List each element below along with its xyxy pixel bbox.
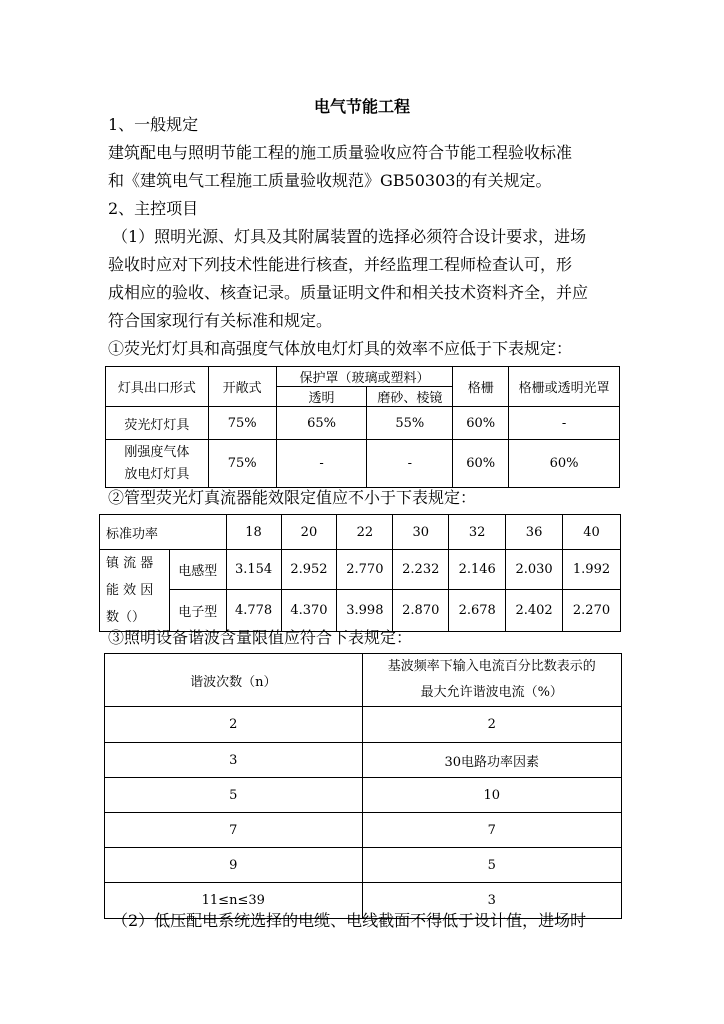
table-row	[105, 778, 622, 813]
cell-text: 能 效 因	[106, 583, 154, 598]
table-cell: 3	[362, 883, 621, 919]
table-cell: 60%	[453, 440, 509, 488]
section-heading-main: 2、主控项目	[108, 199, 199, 218]
table-cell: 2.146	[449, 550, 506, 590]
table-cell: 40	[563, 515, 621, 550]
header-cell: 谐波次数（n）	[105, 654, 363, 707]
table-cell: 32	[449, 515, 506, 550]
table-row	[105, 848, 622, 883]
cell-text: 最大允许谐波电流（%）	[420, 685, 563, 700]
paragraph-line: （2）低压配电系统选择的电缆、电线截面不得低于设计值，进场时	[112, 911, 587, 930]
table-cell: 2.402	[506, 590, 563, 632]
table-cell	[106, 440, 209, 488]
table-cell: 4.370	[281, 590, 337, 632]
table-cell: 75%	[208, 440, 276, 488]
table-row	[100, 550, 621, 590]
table-cell: 2.770	[337, 550, 393, 590]
table-cell: 60%	[453, 407, 509, 440]
paragraph-line: 建筑配电与照明节能工程的施工质量验收应符合节能工程验收标准	[108, 143, 573, 162]
table-row	[105, 743, 622, 778]
cell-text: 数（）	[106, 610, 146, 625]
ballast-efficiency-table	[99, 514, 621, 632]
table-cell: 7	[105, 813, 363, 848]
table-cell: 22	[337, 515, 393, 550]
table-cell: 2.270	[563, 590, 621, 632]
table-row	[100, 590, 621, 632]
table-cell: 30	[393, 515, 449, 550]
table-cell: 2.232	[393, 550, 449, 590]
paragraph-line: 成相应的验收、核查记录。质量证明文件和相关技术资料齐全，并应	[108, 283, 589, 302]
cell-text: 基波频率下输入电流百分比数表示的	[387, 659, 596, 674]
header-cell: 灯具出口形式	[106, 367, 209, 407]
header-cell: 开敞式	[208, 367, 276, 407]
table-cell: 3	[105, 743, 363, 778]
table-cell: -	[276, 440, 367, 488]
header-cell: 格栅或透明光罩	[509, 367, 620, 407]
cell-text: 刚强度气体	[124, 444, 190, 460]
table-cell: 9	[105, 848, 363, 883]
group-cell	[100, 550, 170, 632]
table-cell: 10	[362, 778, 621, 813]
table-cell: 36	[506, 515, 563, 550]
table-row	[105, 813, 622, 848]
header-cell: 保护罩（玻璃或塑料）	[276, 367, 453, 387]
paragraph-line: 符合国家现行有关标准和规定。	[108, 311, 333, 330]
cell-text: 放电灯灯具	[124, 466, 190, 482]
table-cell: 5	[105, 778, 363, 813]
header-cell	[362, 654, 621, 707]
table-cell: 75%	[208, 407, 276, 440]
table-cell: 1.992	[563, 550, 621, 590]
header-cell: 透明	[276, 387, 367, 407]
table-cell: 3.154	[226, 550, 281, 590]
table-cell: 2.678	[449, 590, 506, 632]
table-caption-2: ②管型荧光灯真流器能效限定值应不小于下表规定：	[108, 488, 477, 507]
table-row	[105, 654, 622, 707]
page-title: 电气节能工程	[313, 97, 410, 116]
header-cell: 格栅	[453, 367, 509, 407]
table-row	[105, 707, 622, 743]
table-cell: 5	[362, 848, 621, 883]
table-caption-3: ③照明设备谐波含量限值应符合下表规定：	[108, 628, 413, 647]
harmonic-limit-table	[104, 653, 622, 919]
table-cell: 3.998	[337, 590, 393, 632]
cell-text: 镇 流 器	[106, 556, 154, 571]
header-cell: 标准功率	[100, 515, 227, 550]
section-heading-general: 1、一般规定	[108, 115, 199, 134]
luminaire-efficiency-table	[105, 366, 620, 488]
table-cell: 30电路功率因素	[362, 743, 621, 778]
table-cell: -	[509, 407, 620, 440]
table-cell: 11≤n≤39	[105, 883, 363, 919]
paragraph-line: （1）照明光源、灯具及其附属装置的选择必须符合设计要求，进场	[112, 227, 587, 246]
table-cell: 荧光灯灯具	[106, 407, 209, 440]
table-cell: 20	[281, 515, 337, 550]
table-cell: 电感型	[169, 550, 226, 590]
table-cell: 电子型	[169, 590, 226, 632]
paragraph-line: 和《建筑电气工程施工质量验收规范》GB50303的有关规定。	[108, 171, 552, 190]
table-row	[100, 515, 621, 550]
table-cell: 4.778	[226, 590, 281, 632]
table-cell: 2.870	[393, 590, 449, 632]
table-cell: -	[367, 440, 453, 488]
table-row	[106, 407, 620, 440]
table-cell: 2	[105, 707, 363, 743]
table-cell: 60%	[509, 440, 620, 488]
paragraph-line: 验收时应对下列技术性能进行核查，并经监理工程师检查认可，形	[108, 255, 573, 274]
table-cell: 7	[362, 813, 621, 848]
table-cell: 2.030	[506, 550, 563, 590]
table-cell: 2.952	[281, 550, 337, 590]
table-cell: 65%	[276, 407, 367, 440]
table-cell: 2	[362, 707, 621, 743]
table-caption-1: ①荧光灯灯具和高强度气体放电灯灯具的效率不应低于下表规定：	[108, 339, 573, 358]
table-cell: 55%	[367, 407, 453, 440]
header-cell: 磨砂、棱镜	[367, 387, 453, 407]
table-row	[106, 440, 620, 488]
table-cell: 18	[226, 515, 281, 550]
